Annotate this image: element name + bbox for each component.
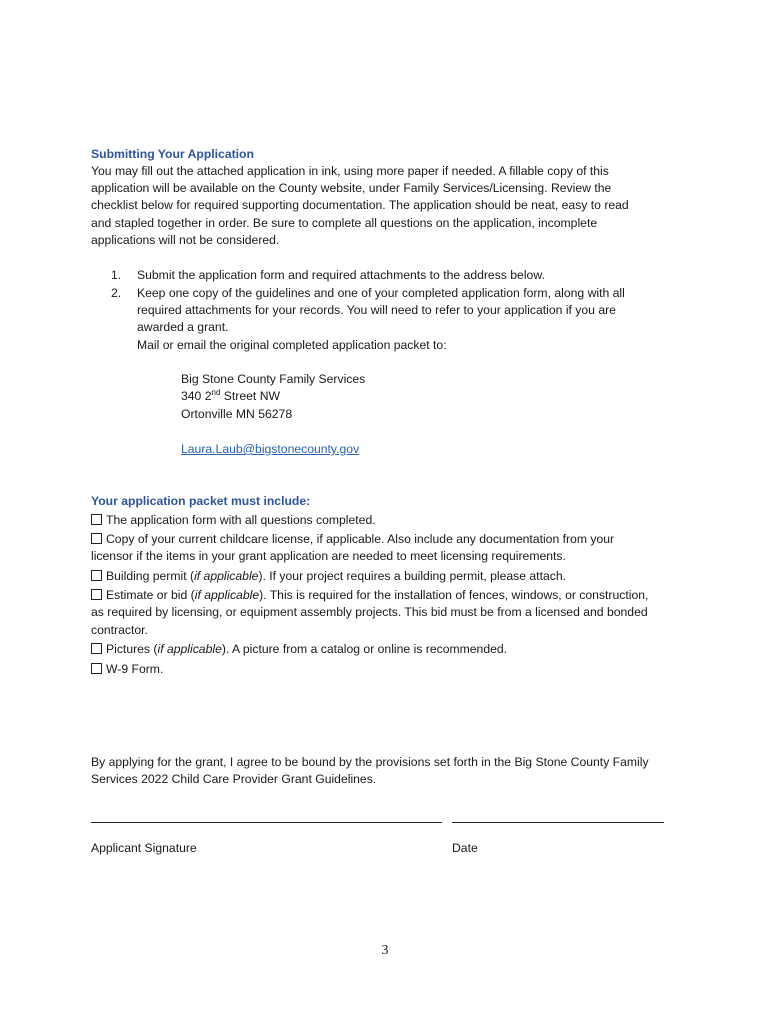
checkbox[interactable] — [91, 570, 102, 581]
address-name: Big Stone County Family Services — [181, 372, 366, 386]
address-city: Ortonville MN 56278 — [181, 407, 293, 421]
checklist-item: W-9 Form. — [91, 661, 163, 679]
checklist-item: Copy of your current childcare license, if applicable. Also include any documentation from your — [91, 531, 614, 549]
step-number: 1. — [111, 268, 122, 282]
intro-line: checklist below for required supporting documentation. The application should be neat, easy to read — [91, 198, 629, 212]
page-number: 3 — [381, 943, 389, 958]
section-heading-packet: Your application packet must include: — [91, 494, 311, 508]
step-text: Submit the application form and required attachments to the address below. — [137, 268, 545, 282]
checklist-item: Building permit (if applicable). If your project requires a building permit, please attach. — [91, 568, 566, 586]
signature-label: Applicant Signature — [91, 841, 197, 855]
intro-line: and stapled together in order. Be sure to complete all questions on the application, incomplete — [91, 216, 598, 230]
checklist-item: Pictures (if applicable). A picture from a catalog or online is recommended. — [91, 641, 507, 659]
checkbox[interactable] — [91, 533, 102, 544]
date-line[interactable] — [452, 822, 664, 823]
intro-line: application will be available on the County website, under Family Services/Licensing. Review the — [91, 181, 612, 195]
agreement-line: By applying for the grant, I agree to be bound by the provisions set forth in the Big Stone County Family — [91, 755, 649, 769]
checkbox[interactable] — [91, 643, 102, 654]
mail-instruction: Mail or email the original completed application packet to: — [137, 338, 447, 352]
checklist-item-continuation: as required by licensing, or equipment assembly projects. This bid must be from a licensed and bonded — [91, 605, 648, 619]
address-street: 340 2nd Street NW — [181, 387, 280, 403]
date-label: Date — [452, 841, 478, 855]
email-link[interactable]: Laura.Laub@bigstonecounty.gov — [181, 442, 360, 456]
agreement-line: Services 2022 Child Care Provider Grant Guidelines. — [91, 772, 377, 786]
checklist-item: Estimate or bid (if applicable). This is required for the installation of fences, windows, or construction, — [91, 587, 648, 605]
step-text: Keep one copy of the guidelines and one of your completed application form, along with all — [137, 286, 625, 300]
checkbox[interactable] — [91, 514, 102, 525]
checkbox[interactable] — [91, 589, 102, 600]
intro-line: applications will not be considered. — [91, 233, 280, 247]
checkbox[interactable] — [91, 663, 102, 674]
step-text: required attachments for your records. You will need to refer to your application if you are — [137, 303, 616, 317]
step-text: awarded a grant. — [137, 320, 229, 334]
checklist-item: The application form with all questions completed. — [91, 512, 376, 530]
intro-line: You may fill out the attached application in ink, using more paper if needed. A fillable copy of this — [91, 164, 609, 178]
step-number: 2. — [111, 286, 122, 300]
signature-line[interactable] — [91, 822, 442, 823]
section-heading-submitting: Submitting Your Application — [91, 147, 254, 161]
checklist-item-continuation: contractor. — [91, 623, 148, 637]
checklist-item-continuation: licensor if the items in your grant application are needed to meet licensing requirements. — [91, 549, 566, 563]
